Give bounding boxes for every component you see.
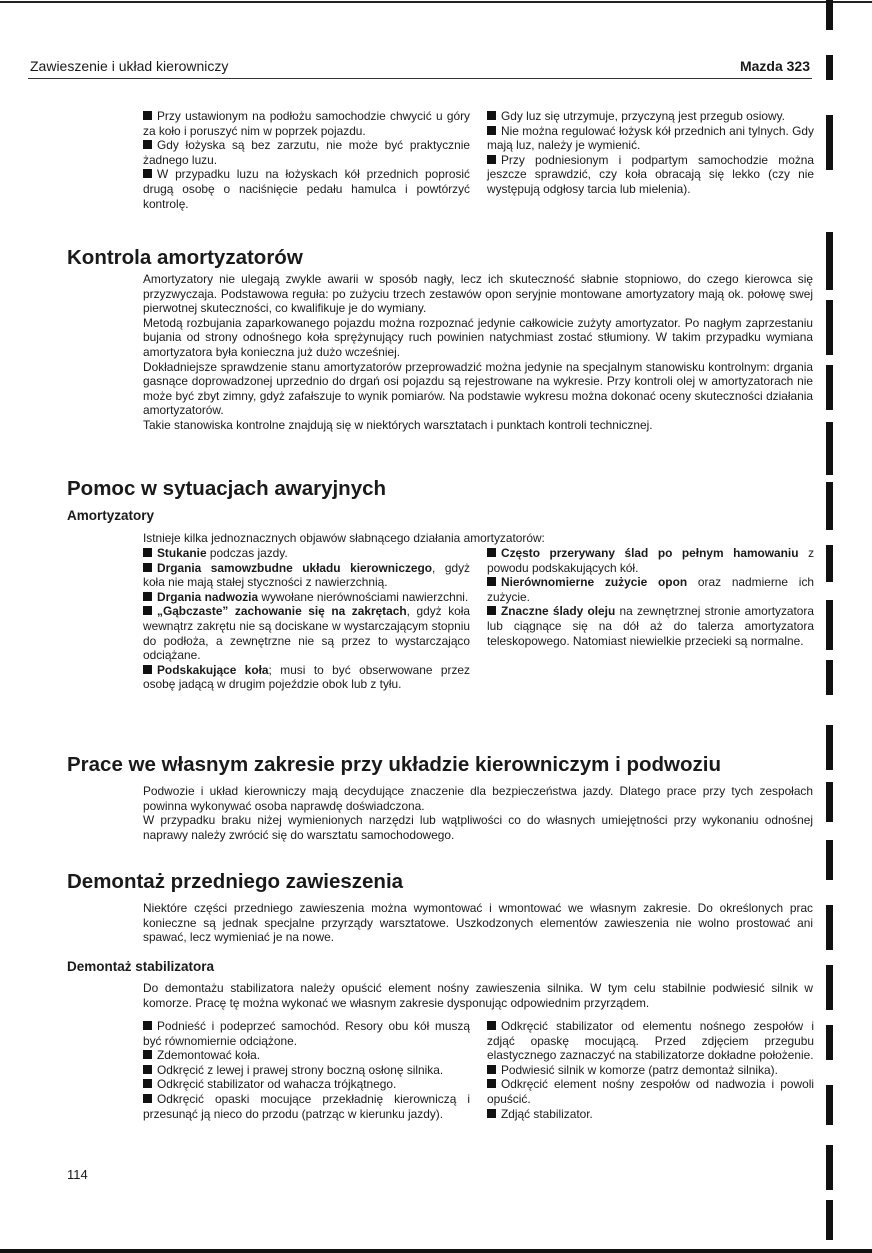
scan-mark [826, 482, 833, 530]
running-header-section: Zawieszenie i układ kierowniczy [30, 58, 229, 74]
bullet-item [143, 138, 470, 167]
heading-prace: Prace we własnym zakresie przy układzie kierowniczym i podwoziu [67, 753, 721, 776]
paragraph: Istnieje kilka jednoznacznych objawów słabnącego działania amortyzatorów: [143, 531, 545, 545]
bullet-item [487, 153, 814, 197]
heading-kontrola: Kontrola amortyzatorów [67, 246, 303, 269]
bullet-item [143, 561, 470, 590]
paragraph: Dokładniejsze sprawdzenie stanu amortyzatorów przeprowadzić można jedynie na specjalnym stanowisku kontrolnym: drgania gasnące doprowadzonej uprzednio do drgań osi pojazdu są rejestrowane na wykresie. Przy kontroli olej w amortyzatorach nie może być zbyt zimny, gdyż zafałszuje to wynik pomiarów. Na podstawie wykresu można dokonać oceny skuteczności działania amortyzatorów. [143, 359, 813, 418]
paragraph: Do demontażu stabilizatora należy opuścić element nośny zawieszenia silnika. W tym celu stabilnie podwiesić silnik w komorze. Pracę tę można wykonać we własnym zakresie dysponując odpowiednim przyrządem. [143, 981, 813, 1010]
scan-mark [826, 840, 833, 880]
square-bullet-icon [143, 592, 152, 601]
bullet-emphasis: Drgania samowzbudne układu kierowniczego [157, 560, 433, 575]
scan-border-top [0, 1, 872, 3]
bullet-text: Podnieść i podeprzeć samochód. Resory obu kół muszą być równomiernie odciążone. [143, 1019, 470, 1048]
bullet-text: Zdjąć stabilizator. [501, 1106, 593, 1121]
heading-demontaz: Demontaż przedniego zawieszenia [67, 870, 404, 893]
pomoc-right-column [487, 546, 814, 648]
square-bullet-icon [487, 1109, 496, 1118]
square-bullet-icon [487, 606, 496, 615]
kontrola-text [143, 272, 813, 433]
bullet-item [487, 1107, 814, 1122]
paragraph: Podwozie i układ kierowniczy mają decydujące znaczenie dla bezpieczeństwa jazdy. Dlatego prace przy tych zespołach powinna wykonywać osoba naprawdę doświadczona. [143, 784, 813, 813]
scan-border-bottom [0, 1249, 872, 1253]
bullet-item [487, 124, 814, 153]
bullet-text: Przy podniesionym i podpartym samochodzie można jeszcze sprawdzić, czy koła obracają się lekko (czy nie występują odgłosy tarcia lub mielenia). [487, 152, 814, 196]
square-bullet-icon [143, 111, 152, 120]
bullet-text: podczas jazdy. [206, 546, 288, 560]
bullet-text: Odkręcić element nośny zespołów od nadwozia i powoli opuścić. [487, 1077, 814, 1106]
square-bullet-icon [143, 563, 152, 572]
demontaz-text [143, 901, 813, 945]
bullet-item [487, 546, 814, 575]
scan-mark [826, 782, 833, 822]
scan-mark [826, 300, 833, 355]
square-bullet-icon [143, 665, 152, 674]
bullet-emphasis: „Gąbczaste” zachowanie się na zakrętach [157, 604, 407, 619]
bullet-item [143, 604, 470, 662]
bullet-emphasis: Często przerywany ślad po pełnym hamowaniu [501, 546, 799, 560]
bullet-text: Gdy luz się utrzymuje, przyczyną jest przegub osiowy. [501, 109, 785, 123]
header-rule [28, 78, 812, 79]
bullet-text: z powodu podskakujących kół. [487, 546, 815, 575]
bullet-item [487, 575, 814, 604]
intro-right-column [487, 109, 814, 197]
square-bullet-icon [143, 1079, 152, 1088]
scan-mark [826, 365, 833, 410]
intro-left-column [143, 109, 470, 211]
pomoc-intro [143, 531, 813, 546]
square-bullet-icon [143, 1050, 152, 1059]
bullet-text: Odkręcić stabilizator od wahacza trójkątnego. [157, 1077, 397, 1092]
scan-mark [826, 725, 833, 770]
bullet-item [487, 604, 814, 648]
paragraph: W przypadku braku niżej wymienionych narzędzi lub wątpliwości co do własnych umiejętności przy wykonaniu odnośnej naprawy należy zwrócić się do warsztatu samochodowego. [143, 813, 813, 842]
scan-mark [826, 232, 833, 290]
square-bullet-icon [143, 606, 152, 615]
bullet-text: Nie można regulować łożysk kół przednich ani tylnych. Gdy mają luz, należy je wymienić. [487, 123, 814, 153]
bullet-text: , gdyż koła nie mają stałej styczności z nawierzchnią. [143, 560, 470, 590]
stabilizator-text [143, 981, 813, 1010]
bullet-item [143, 1019, 470, 1048]
page-number: 114 [67, 1167, 88, 1182]
square-bullet-icon [143, 1021, 152, 1030]
bullet-text: Zdemontować koła. [157, 1048, 261, 1063]
square-bullet-icon [487, 126, 496, 135]
paragraph: Metodą rozbujania zaparkowanego pojazdu można rozpoznać jedynie całkowicie zużyty amortyzator. Po nagłym zaprzestaniu bujania od strony odnośnego koła sprężynujący ruch powinien natychmiast zostać stłumiony. W takim przypadku wymiana amortyzatora była konieczna już dużo wcześniej. [143, 315, 813, 359]
bullet-text: Gdy łożyska są bez zarzutu, nie może być praktycznie żadnego luzu. [143, 138, 470, 167]
scan-mark [826, 1145, 833, 1190]
square-bullet-icon [487, 1065, 496, 1074]
pomoc-left-column [143, 546, 470, 692]
scan-mark [826, 115, 833, 170]
bullet-item [143, 546, 470, 561]
stabilizator-right-column [487, 1019, 814, 1121]
subheading-amortyzatory: Amortyzatory [67, 508, 155, 523]
bullet-item [143, 167, 470, 211]
square-bullet-icon [143, 548, 152, 557]
bullet-text: ; musi to być obserwowane przez osobę jadącą w drugim pojeździe obok lub z tyłu. [143, 662, 470, 692]
bullet-emphasis: Drgania nadwozia [157, 589, 259, 604]
square-bullet-icon [487, 1079, 496, 1088]
paragraph: Amortyzatory nie ulegają zwykle awarii w sposób nagły, lecz ich skuteczność słabnie stopniowo, do czego kierowca się przyzwyczaja. Podstawowa reguła: po zużyciu trzech zestawów opon seryjnie montowane amortyzatory mają ok. połowę swej pierwotnej skuteczności, co kwalifikuje je do wymiany. [143, 272, 813, 316]
bullet-text: wywołane nierównościami nawierzchni. [258, 589, 469, 604]
bullet-item [143, 1063, 470, 1078]
bullet-text: , gdyż koła wewnątrz zakrętu nie są dociskane w wystarczającym stopniu do podłoża, a zewnętrzne nie są przez to wystarczająco odciążane. [143, 604, 471, 663]
scan-mark [826, 660, 833, 695]
square-bullet-icon [143, 169, 152, 178]
bullet-text: oraz nadmierne ich zużycie. [487, 575, 814, 604]
bullet-text: Odkręcić z lewej i prawej strony boczną osłonę silnika. [157, 1062, 444, 1077]
square-bullet-icon [487, 155, 496, 164]
square-bullet-icon [487, 111, 496, 120]
scan-mark [826, 965, 833, 1010]
square-bullet-icon [143, 1065, 152, 1074]
bullet-item [143, 1048, 470, 1063]
bullet-text: Odkręcić stabilizator od elementu nośnego zespołów i zdjąć opaskę mocującą. Przed zdjęciem przegubu elastycznego zaznaczyć na stabilizatorze dokładne położenie. [487, 1019, 814, 1063]
scan-mark [826, 422, 833, 475]
scan-mark [826, 905, 833, 950]
paragraph: Niektóre części przedniego zawieszenia można wymontować i wmontować we własnym zakresie. Do określonych prac konieczne są jednak specjalne przyrządy warsztatowe. Uszkodzonych elementów zawieszenia nie wolno prostować ani spawać, lecz wymieniać je na nowe. [143, 901, 813, 945]
bullet-item [487, 1063, 814, 1078]
bullet-emphasis: Znaczne ślady oleju [501, 604, 616, 619]
bullet-item [143, 590, 470, 605]
scan-mark [826, 0, 833, 30]
scan-mark [826, 1085, 833, 1125]
subheading-stabilizator: Demontaż stabilizatora [67, 959, 215, 974]
square-bullet-icon [143, 140, 152, 149]
stabilizator-left-column [143, 1019, 470, 1121]
bullet-item [487, 1019, 814, 1063]
square-bullet-icon [143, 1094, 152, 1103]
bullet-item [487, 1077, 814, 1106]
bullet-emphasis: Nierównomierne zużycie opon [501, 575, 688, 590]
scan-mark [826, 1025, 833, 1060]
bullet-text: Odkręcić opaski mocujące przekładnię kierowniczą i przesunąć ją nieco do przodu (patrząc w kierunku jazdy). [143, 1091, 470, 1121]
square-bullet-icon [487, 1021, 496, 1030]
scan-mark [826, 545, 833, 582]
bullet-text: W przypadku luzu na łożyskach kół przednich poprosić drugą osobę o naciśnięcie pedału hamulca i powtórzyć kontrolę. [143, 167, 470, 211]
bullet-item [143, 663, 470, 692]
bullet-text: Przy ustawionym na podłożu samochodzie chwycić u góry za koło i poruszyć nim w poprzek pojazdu. [143, 109, 470, 138]
prace-text [143, 784, 813, 842]
square-bullet-icon [487, 577, 496, 586]
bullet-text: Podwiesić silnik w komorze (patrz demontaż silnika). [501, 1062, 778, 1077]
bullet-emphasis: Stukanie [157, 546, 207, 560]
scan-mark [826, 1200, 833, 1240]
bullet-item [487, 109, 814, 124]
scan-mark [826, 600, 833, 650]
bullet-emphasis: Podskakujące koła [157, 662, 269, 677]
running-header-model: Mazda 323 [739, 58, 810, 74]
bullet-text: na zewnętrznej stronie amortyzatora lub ciągnące się na dół aż do talerza amortyzatora teleskopowego. Natomiast niewielkie przecieki są normalne. [487, 604, 814, 648]
square-bullet-icon [487, 548, 496, 557]
bullet-item [143, 1092, 470, 1121]
bullet-item [143, 1077, 470, 1092]
scan-mark [826, 55, 833, 80]
heading-pomoc: Pomoc w sytuacjach awaryjnych [67, 477, 387, 500]
bullet-item [143, 109, 470, 138]
paragraph: Takie stanowiska kontrolne znajdują się w niektórych warsztatach i punktach kontroli technicznej. [143, 417, 653, 432]
